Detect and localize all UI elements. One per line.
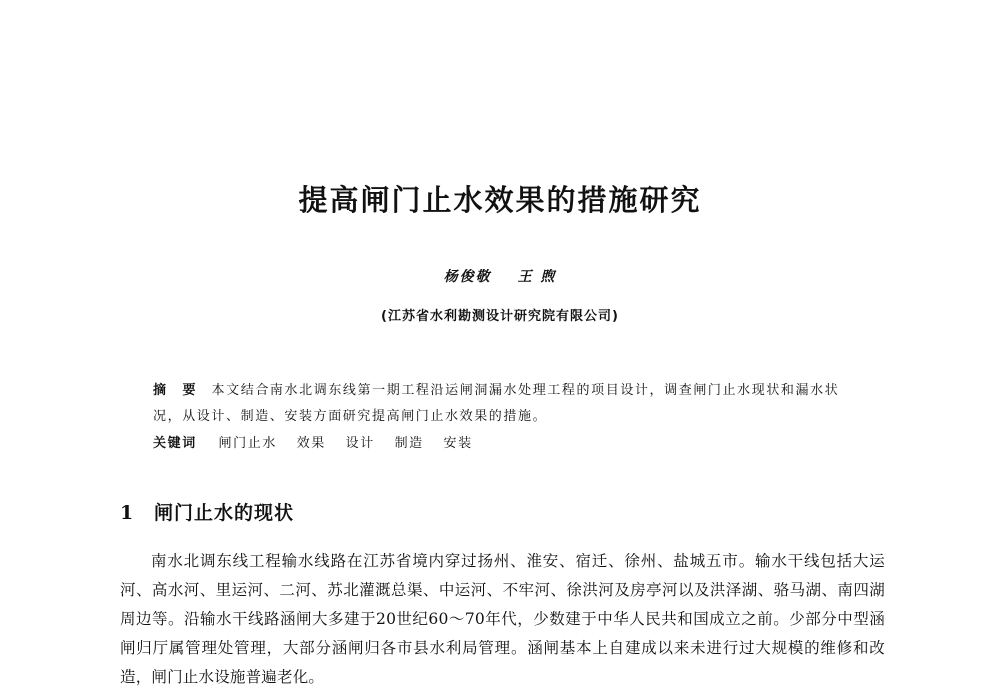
section-number: 1 <box>120 502 135 524</box>
keyword: 效果 <box>296 436 326 451</box>
body-paragraph: 南水北调东线工程输水线路在江苏省境内穿过扬州、淮安、宿迁、徐州、盐城五市。输水干线包括大运河、高水河、里运河、二河、苏北灌溉总渠、中运河、不牢河、徐洪河及房亭河以及洪泽湖、骆马湖、南四湖周边等。沿输水干线路涵闸大多建于20世纪60～70年代，少数建于中华人民共和国成立之前。少部分中型涵闸归厅属管理处管理，大部分涵闸归各市县水利局管理。涵闸基本上自建成以来未进行过大规模的维修和改造，闸门止水设施普遍老化。 <box>120 552 885 686</box>
keyword: 制造 <box>394 436 424 451</box>
abstract-label: 摘 要 <box>153 383 202 398</box>
paper-title: 提高闸门止水效果的措施研究 <box>298 183 702 217</box>
author-name: 王 煦 <box>517 269 557 285</box>
abstract-text: 本文结合南水北调东线第一期工程沿运闸洞漏水处理工程的项目设计，调查闸门止水现状和漏水状况，从设计、制造、安装方面研究提高闸门止水效果的措施。 <box>153 383 840 424</box>
keywords-label: 关键词 <box>153 436 197 451</box>
author-name: 杨俊敬 <box>443 269 492 285</box>
keyword: 安装 <box>443 436 473 451</box>
keywords <box>153 432 858 451</box>
section-title: 闸门止水的现状 <box>154 502 295 524</box>
affiliation: (江苏省水利勘测设计研究院有限公司) <box>381 309 619 324</box>
keyword: 设计 <box>345 436 375 451</box>
keyword: 闸门止水 <box>218 436 277 451</box>
section-heading <box>120 498 294 525</box>
abstract <box>153 378 858 430</box>
author-line <box>0 266 1000 286</box>
